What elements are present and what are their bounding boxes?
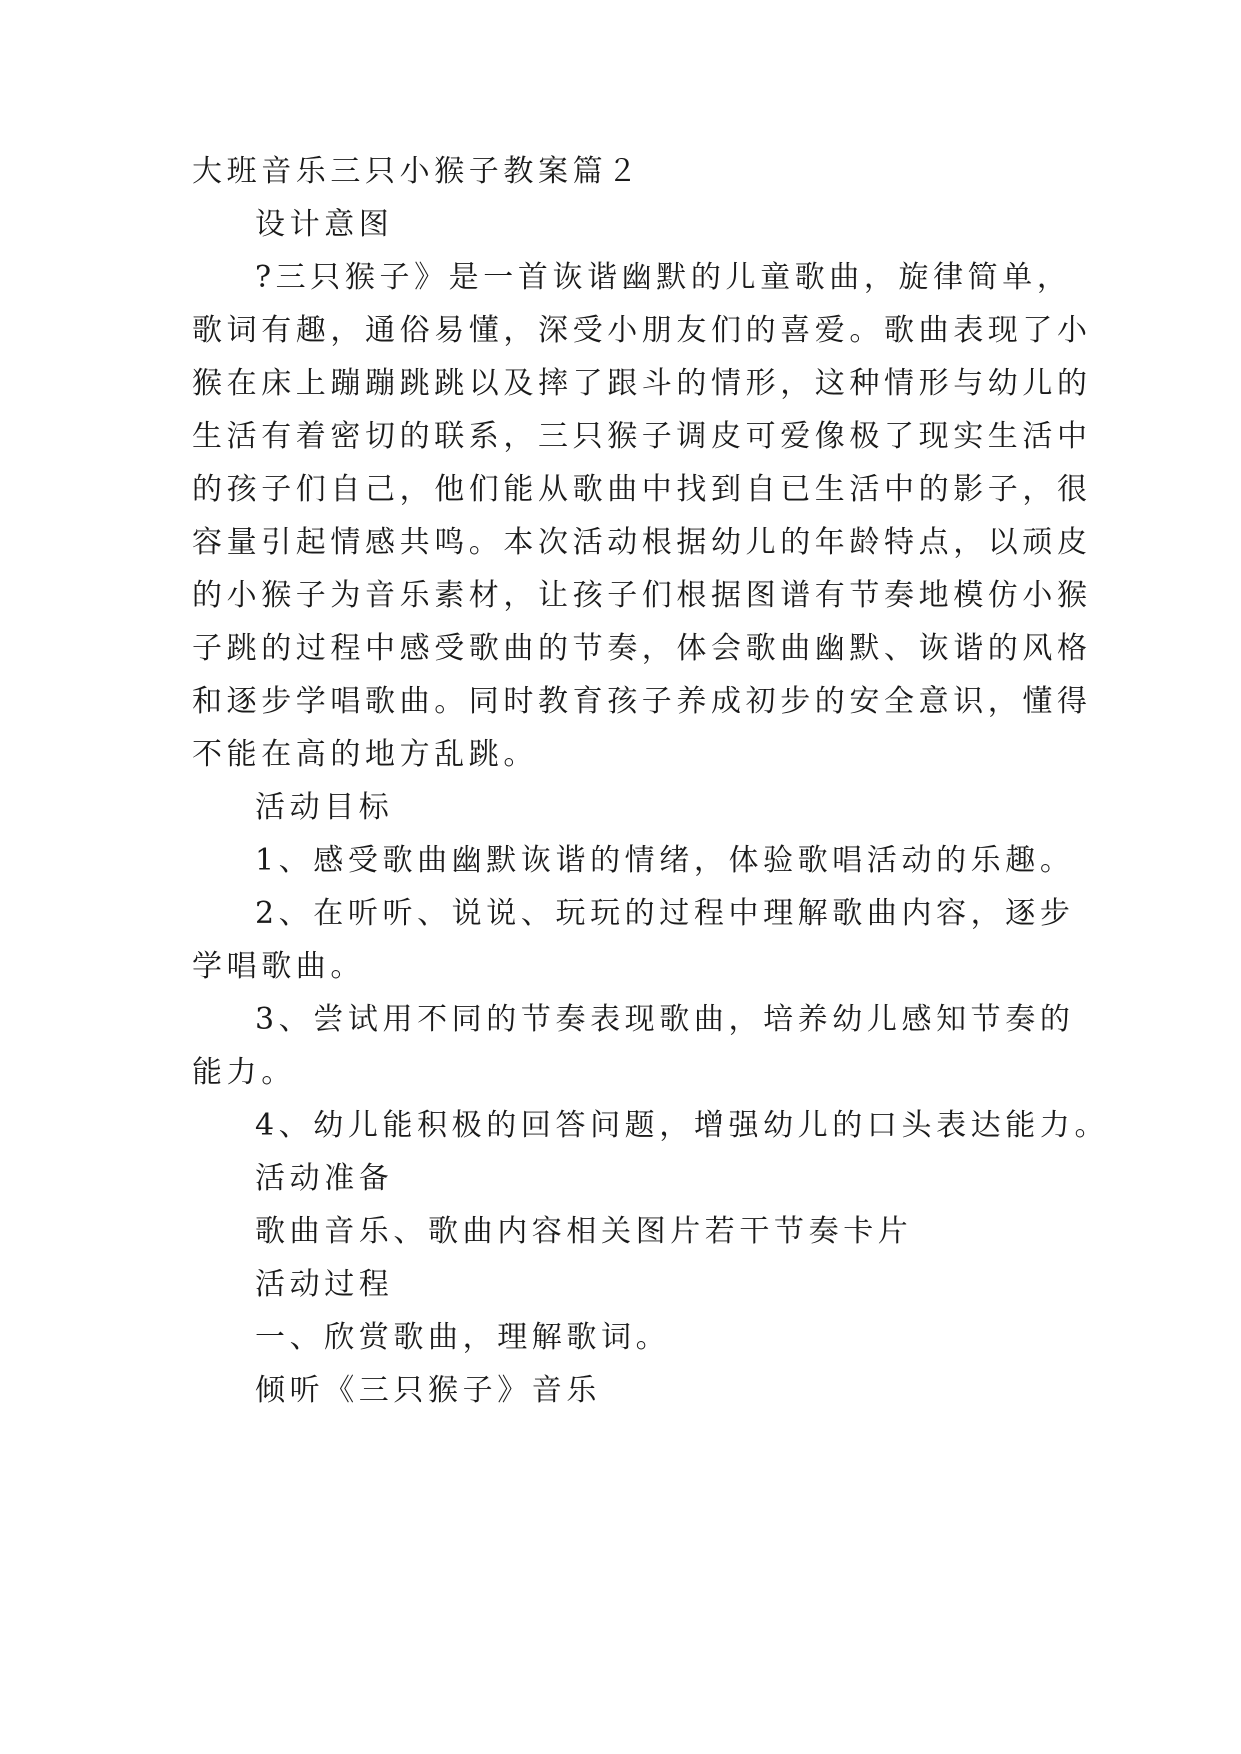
paragraph-line: 和逐步学唱歌曲。同时教育孩子养成初步的安全意识，懂得 — [192, 684, 1092, 719]
goal-item-1: 1、感受歌曲幽默诙谐的情绪，体验歌唱活动的乐趣。 — [255, 843, 1075, 878]
process-step-1: 一、欣赏歌曲，理解歌词。 — [255, 1320, 671, 1355]
section-heading-design-intent: 设计意图 — [255, 207, 394, 242]
paragraph-line: 不能在高的地方乱跳。 — [192, 737, 538, 772]
goal-item-2: 2、在听听、说说、玩玩的过程中理解歌曲内容，逐步 — [255, 896, 1075, 931]
paragraph-line: 猴在床上蹦蹦跳跳以及摔了跟斗的情形，这种情形与幼儿的 — [192, 366, 1092, 401]
paragraph-line: ?三只猴子》是一首诙谐幽默的儿童歌曲，旋律简单， — [255, 260, 1072, 295]
process-step-1-detail: 倾听《三只猴子》音乐 — [255, 1373, 601, 1408]
goal-item-4: 4、幼儿能积极的回答问题，增强幼儿的口头表达能力。 — [255, 1108, 1110, 1143]
section-heading-process: 活动过程 — [255, 1267, 394, 1302]
preparation-text: 歌曲音乐、歌曲内容相关图片若干节奏卡片 — [255, 1214, 913, 1249]
paragraph-line: 容量引起情感共鸣。本次活动根据幼儿的年龄特点，以顽皮 — [192, 525, 1092, 560]
section-heading-activity-goals: 活动目标 — [255, 790, 394, 825]
paragraph-line: 的小猴子为音乐素材，让孩子们根据图谱有节奏地模仿小猴 — [192, 578, 1092, 613]
goal-item-3: 3、尝试用不同的节奏表现歌曲，培养幼儿感知节奏的 — [255, 1002, 1075, 1037]
section-heading-preparation: 活动准备 — [255, 1161, 394, 1196]
paragraph-line: 子跳的过程中感受歌曲的节奏，体会歌曲幽默、诙谐的风格 — [192, 631, 1092, 666]
paragraph-line: 的孩子们自己，他们能从歌曲中找到自已生活中的影子，很 — [192, 472, 1092, 507]
document-title: 大班音乐三只小猴子教案篇２ — [192, 154, 642, 189]
paragraph-line: 生活有着密切的联系，三只猴子调皮可爱像极了现实生活中 — [192, 419, 1092, 454]
goal-item-2-continued: 学唱歌曲。 — [192, 949, 365, 984]
goal-item-3-continued: 能力。 — [192, 1055, 296, 1090]
paragraph-line: 歌词有趣，通俗易懂，深受小朋友们的喜爱。歌曲表现了小 — [192, 313, 1092, 348]
